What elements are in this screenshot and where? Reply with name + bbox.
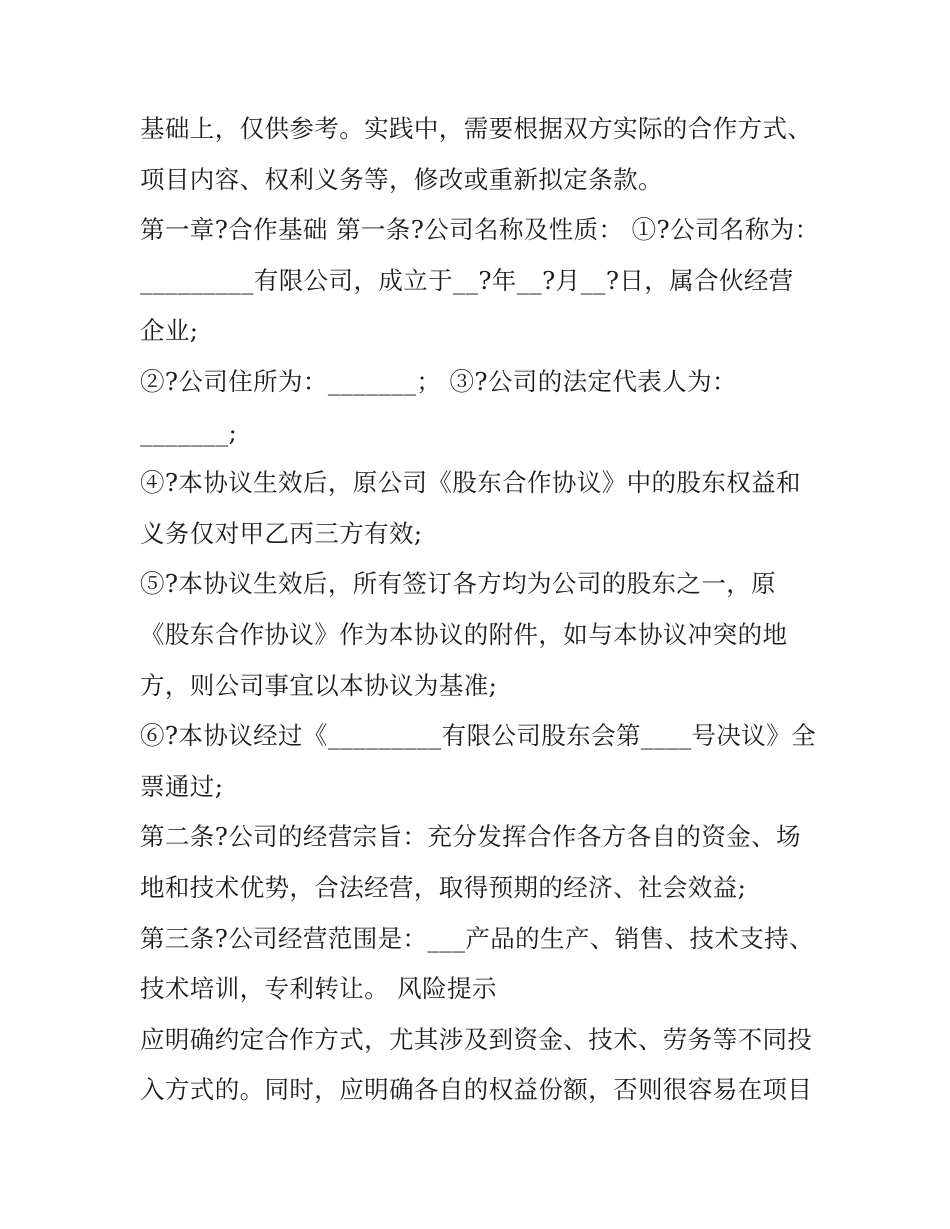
text-line: 方，则公司事宜以本协议为基准;: [140, 670, 498, 700]
text-line: ④?本协议生效后，原公司《股东合作协议》中的股东权益和: [140, 468, 801, 498]
document-body: [140, 104, 830, 1116]
text-line: 义务仅对甲乙丙三方有效;: [140, 518, 423, 548]
text-line: 项目内容、权利义务等，修改或重新拟定条款。: [140, 164, 663, 194]
text-line: 基础上，仅供参考。实践中，需要根据双方实际的合作方式、: [140, 114, 813, 143]
text-line: 企业;: [140, 316, 199, 346]
text-line: ⑤?本协议生效后，所有签订各方均为公司的股东之一，原: [140, 569, 777, 599]
text-line: 《股东合作协议》作为本协议的附件，如与本协议冲突的地: [140, 619, 788, 649]
text-line: ⑥?本协议经过《_________有限公司股东会第____号决议》全: [140, 721, 816, 751]
text-line: _______;: [140, 417, 238, 447]
text-line: 第三条?公司经营范围是：___产品的生产、销售、技术支持、: [140, 923, 814, 953]
text-line: 应明确约定合作方式，尤其涉及到资金、技术、劳务等不同投: [140, 1024, 813, 1054]
text-line: 地和技术优势，合法经营，取得预期的经济、社会效益;: [140, 872, 747, 902]
text-line: _________有限公司，成立于__?年__?月__?日，属合伙经营: [140, 265, 794, 295]
text-line: 票通过;: [140, 771, 224, 801]
text-line: 入方式的。同时，应明确各自的权益份额，否则很容易在项目: [140, 1075, 813, 1105]
text-line: 第一章?合作基础 第一条?公司名称及性质： ①?公司名称为：: [140, 215, 820, 245]
text-line: ②?公司住所为：_______； ③?公司的法定代表人为：: [140, 366, 737, 396]
text-line: 第二条?公司的经营宗旨：充分发挥合作各方各自的资金、场: [140, 822, 801, 852]
text-line: 技术培训，专利转让。 风险提示: [140, 974, 497, 1004]
